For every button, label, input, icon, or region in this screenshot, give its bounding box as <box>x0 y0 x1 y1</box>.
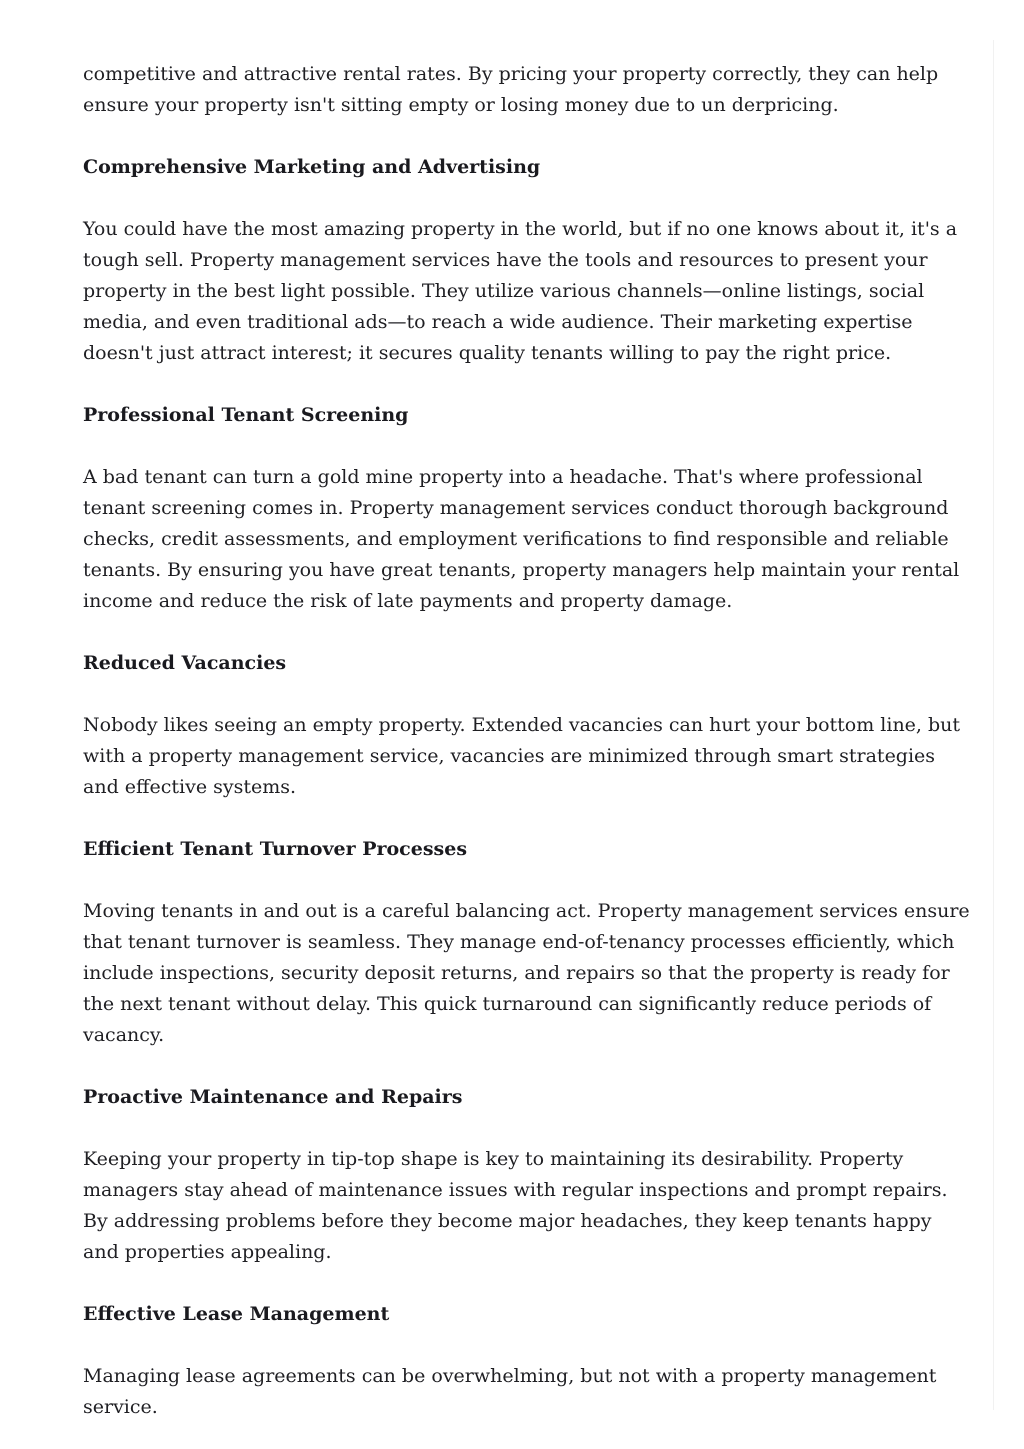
page-edge-divider <box>993 40 994 1410</box>
section-paragraph-reduced-vacancies: Nobody likes seeing an empty property. Extended vacancies can hurt your bottom line, but with a property management service, vacancies are minimized through smart strategies and effective systems. <box>83 714 961 798</box>
intro-paragraph: competitive and attractive rental rates. By pricing your property correctly, they can help ensure your property isn't sitting empty or losing money due to un derpricing. <box>83 63 939 116</box>
section-paragraph-maintenance: Keeping your property in tip-top shape is key to maintaining its desirability. Property managers stay ahead of maintenance issues with regular inspections and prompt repairs. By addressing problems before they become major headaches, they keep tenants happy and properties appealing. <box>83 1148 948 1263</box>
section-paragraph-lease-management: Managing lease agreements can be overwhelming, but not with a property management service. <box>83 1365 937 1418</box>
section-paragraph-marketing: You could have the most amazing property in the world, but if no one knows about it, it's a tough sell. Property management services have the tools and resources to present your property in the best light possible. They utilize various channels—online listings, social media, and even traditional ads—to reach a wide audience. Their marketing expertise doesn't just attract interest; it secures quality tenants willing to pay the right price. <box>83 218 958 364</box>
article-body <box>83 59 973 1423</box>
section-heading-maintenance: Proactive Maintenance and Repairs <box>83 1086 463 1108</box>
section-paragraph-tenant-turnover: Moving tenants in and out is a careful balancing act. Property management services ensure that tenant turnover is seamless. They manage end-of-tenancy processes efficiently, which include inspections, security deposit returns, and repairs so that the property is ready for the next tenant without delay. This quick turnaround can significantly reduce periods of vacancy. <box>83 900 970 1046</box>
section-heading-reduced-vacancies: Reduced Vacancies <box>83 652 287 674</box>
section-heading-tenant-turnover: Efficient Tenant Turnover Processes <box>83 838 468 860</box>
section-paragraph-tenant-screening: A bad tenant can turn a gold mine property into a headache. That's where professional tenant screening comes in. Property management services conduct thorough background checks, credit assessments, and employment verifications to find responsible and reliable tenants. By ensuring you have great tenants, property managers help maintain your rental income and reduce the risk of late payments and property damage. <box>83 466 960 612</box>
section-heading-lease-management: Effective Lease Management <box>83 1303 390 1325</box>
section-heading-marketing: Comprehensive Marketing and Advertising <box>83 156 541 178</box>
section-heading-tenant-screening: Professional Tenant Screening <box>83 404 409 426</box>
